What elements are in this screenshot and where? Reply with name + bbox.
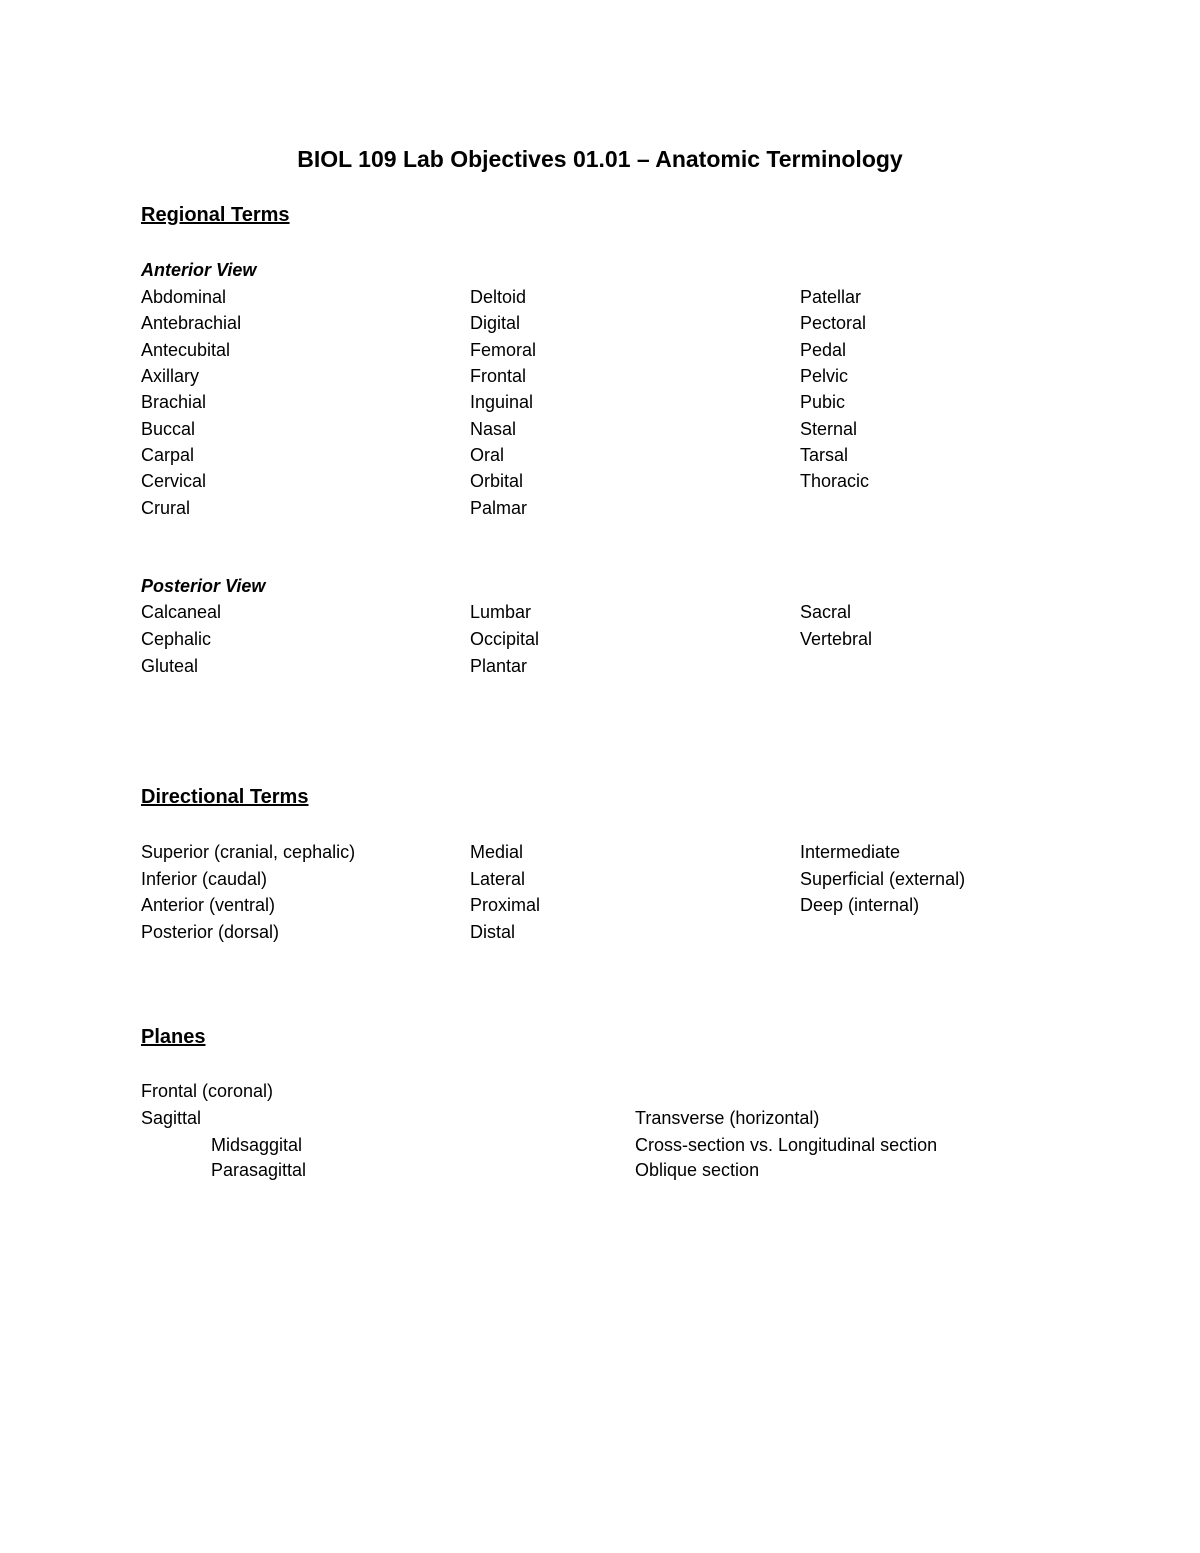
posterior-view-label: Posterior View [141, 576, 266, 596]
term-frontal-plane: Frontal (coronal) [141, 1081, 274, 1101]
term: Posterior (dorsal) [141, 922, 280, 942]
term: Cervical [141, 471, 207, 491]
term: Gluteal [141, 656, 199, 676]
term: Lumbar [470, 602, 532, 622]
regional-terms-heading: Regional Terms [141, 204, 290, 226]
term: Pedal [800, 340, 847, 360]
term: Proximal [470, 895, 541, 915]
term: Femoral [470, 340, 537, 360]
term: Plantar [470, 656, 528, 676]
term: Digital [470, 313, 521, 333]
term: Pelvic [800, 366, 849, 386]
page-title: BIOL 109 Lab Objectives 01.01 – Anatomic Terminology [297, 146, 903, 172]
term: Intermediate [800, 842, 901, 862]
term: Distal [470, 922, 516, 942]
term: Pectoral [800, 313, 867, 333]
term: Patellar [800, 287, 862, 307]
term-midsagittal: Midsaggital [211, 1135, 303, 1155]
term-transverse-plane: Transverse (horizontal) [635, 1108, 820, 1128]
term: Crural [141, 498, 191, 518]
term-sagittal-plane: Sagittal [141, 1108, 202, 1128]
term: Buccal [141, 419, 196, 439]
term: Cephalic [141, 629, 212, 649]
term: Frontal [470, 366, 527, 386]
term-cross-section: Cross-section vs. Longitudinal section [635, 1135, 938, 1155]
term: Calcaneal [141, 602, 222, 622]
term: Deltoid [470, 287, 527, 307]
term: Inguinal [470, 392, 534, 412]
term: Orbital [470, 471, 524, 491]
term: Palmar [470, 498, 528, 518]
term: Carpal [141, 445, 195, 465]
term: Tarsal [800, 445, 849, 465]
term: Superficial (external) [800, 869, 966, 889]
term: Inferior (caudal) [141, 869, 268, 889]
term: Medial [470, 842, 524, 862]
term: Superior (cranial, cephalic) [141, 842, 356, 862]
anterior-view-label: Anterior View [141, 260, 257, 280]
term: Abdominal [141, 287, 227, 307]
term: Axillary [141, 366, 200, 386]
term-parasagittal: Parasagittal [211, 1160, 307, 1180]
term: Lateral [470, 869, 526, 889]
term: Brachial [141, 392, 207, 412]
term: Vertebral [800, 629, 873, 649]
term: Nasal [470, 419, 517, 439]
term: Deep (internal) [800, 895, 920, 915]
planes-heading: Planes [141, 1026, 206, 1048]
term: Antebrachial [141, 313, 242, 333]
term: Anterior (ventral) [141, 895, 276, 915]
term: Pubic [800, 392, 846, 412]
term: Occipital [470, 629, 540, 649]
term-oblique-section: Oblique section [635, 1160, 760, 1180]
term: Antecubital [141, 340, 231, 360]
term: Oral [470, 445, 505, 465]
term: Sacral [800, 602, 852, 622]
term: Thoracic [800, 471, 870, 491]
term: Sternal [800, 419, 858, 439]
directional-terms-heading: Directional Terms [141, 786, 309, 808]
